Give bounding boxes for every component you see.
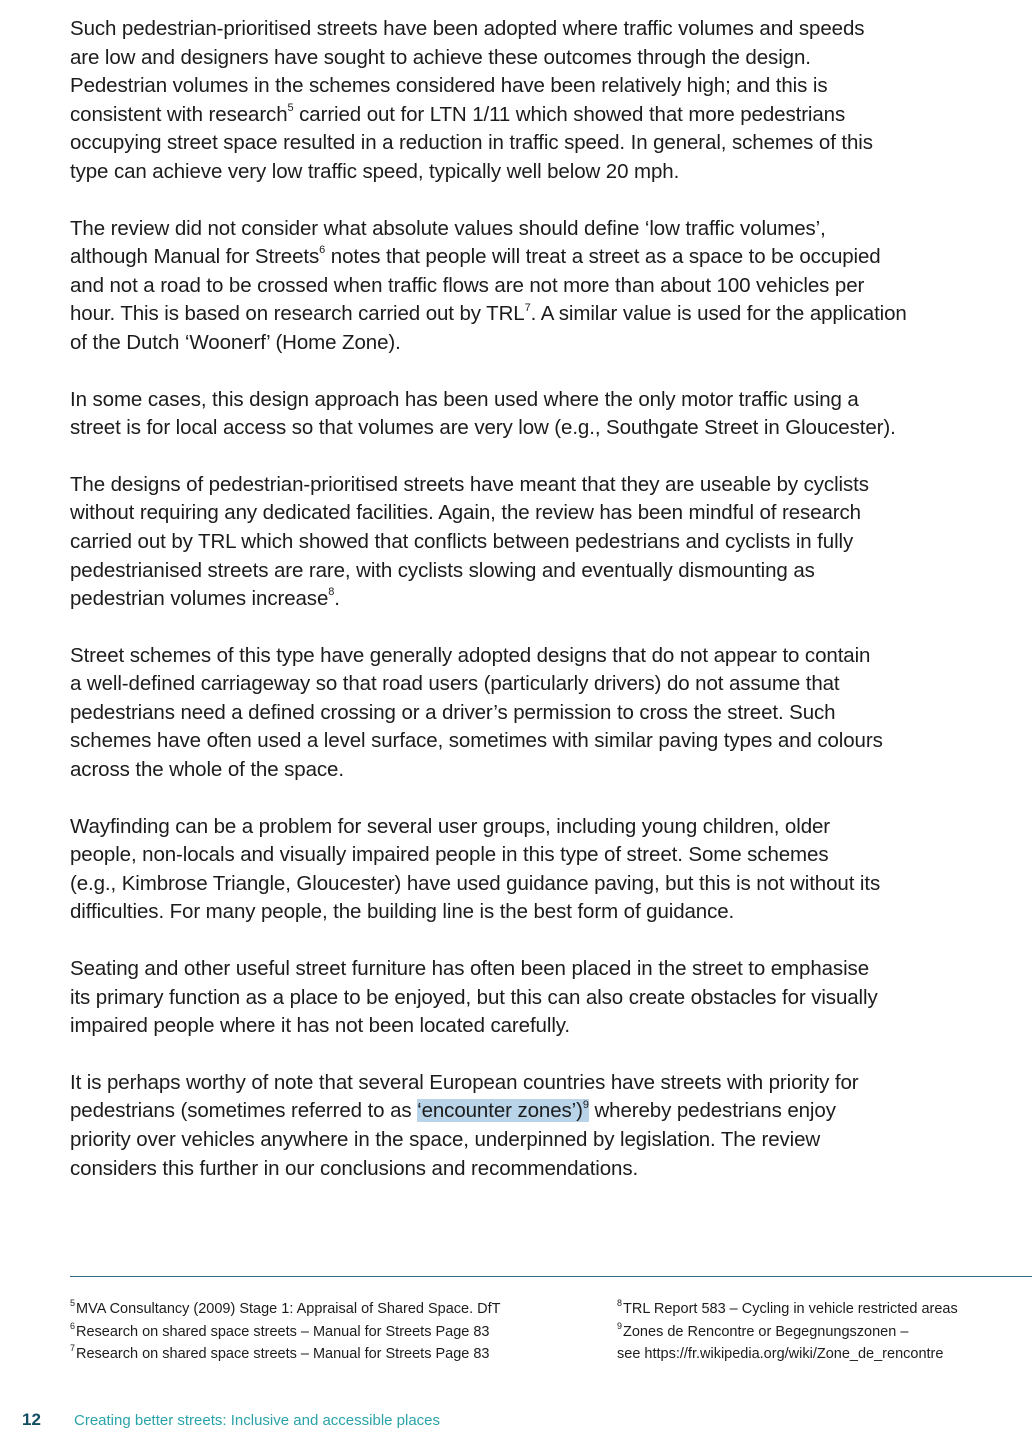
text-line	[70, 101, 1032, 130]
text-line: difficulties. For many people, the building line is the best form of guidance.	[70, 900, 735, 924]
footnote-9	[617, 1321, 1027, 1344]
paragraph-6	[70, 813, 1032, 927]
paragraph-5	[70, 642, 1032, 785]
text-run: carried out for LTN 1/11 which showed that more pedestrians	[293, 102, 846, 126]
page-number: 12	[22, 1410, 41, 1429]
paragraph-3	[70, 386, 1032, 443]
text-line: street is for local access so that volumes are very low (e.g., Southgate Street in Gloucester).	[70, 416, 896, 440]
footnote-ref-5[interactable]: 5	[287, 101, 294, 114]
text-line: (e.g., Kimbrose Triangle, Gloucester) have used guidance paving, but this is not without its	[70, 871, 881, 895]
page-footer	[22, 1410, 440, 1434]
footnote-number: 8	[617, 1298, 623, 1309]
text-line: Such pedestrian-prioritised streets have been adopted where traffic volumes and speeds	[70, 17, 865, 40]
footnote-ref-6[interactable]: 6	[319, 244, 326, 257]
footnote-number: 6	[70, 1320, 76, 1331]
text-line: type can achieve very low traffic speed, typically well below 20 mph.	[70, 159, 680, 183]
paragraph-7	[70, 955, 1032, 1041]
footnote-number: 5	[70, 1298, 76, 1309]
running-title: Creating better streets: Inclusive and accessible places	[74, 1412, 441, 1429]
footnote-text: TRL Report 583 – Cycling in vehicle restricted areas	[623, 1301, 958, 1317]
footnote-ref-9[interactable]: 9	[582, 1098, 589, 1111]
footnote-text: MVA Consultancy (2009) Stage 1: Appraisal of Shared Space. DfT	[76, 1301, 501, 1317]
text-line: Street schemes of this type have generally adopted designs that do not appear to contain	[70, 643, 871, 667]
text-line: of the Dutch ‘Woonerf’ (Home Zone).	[70, 330, 401, 354]
highlighted-text[interactable]: ‘encounter zones’)	[417, 1099, 583, 1123]
text-line: and not a road to be crossed when traffic flows are not more than about 100 vehicles per	[70, 273, 865, 297]
text-line: schemes have often used a level surface, sometimes with similar paving types and colours	[70, 729, 883, 753]
text-line: The review did not consider what absolute values should define ‘low traffic volumes’,	[70, 216, 826, 240]
text-line: priority over vehicles anywhere in the space, underpinned by legislation. The review	[70, 1128, 821, 1151]
text-line: pedestrianised streets are rare, with cyclists slowing and eventually dismounting as	[70, 558, 815, 582]
footnote-text: Zones de Rencontre or Begegnungszonen –	[623, 1323, 909, 1340]
text-line: It is perhaps worthy of note that several European countries have streets with priority for	[70, 1070, 859, 1094]
text-line: Pedestrian volumes in the schemes considered have been relatively high; and this is	[70, 74, 828, 98]
footnote-text: Research on shared space streets – Manual for Streets Page 83	[76, 1323, 490, 1340]
body-text	[70, 15, 1032, 1211]
text-line: without requiring any dedicated facilities. Again, the review has been mindful of research	[70, 501, 861, 525]
text-line: In some cases, this design approach has been used where the only motor traffic using a	[70, 387, 859, 411]
footnote-link[interactable]: see https://fr.wikipedia.org/wiki/Zone_de_rencontre	[617, 1346, 944, 1363]
footnote-number: 7	[70, 1343, 76, 1354]
text-line	[70, 1097, 1032, 1126]
text-run: notes that people will treat a street as a space to be occupied	[325, 245, 881, 269]
text-line: Seating and other useful street furniture has often been placed in the street to emphasise	[70, 957, 869, 981]
footnote-ref-7[interactable]: 7	[524, 301, 531, 314]
text-line: across the whole of the space.	[70, 758, 344, 782]
text-line: considers this further in our conclusions and recommendations.	[70, 1156, 639, 1180]
text-line: Wayfinding can be a problem for several user groups, including young children, older	[70, 814, 831, 838]
text-line	[70, 585, 1032, 614]
text-selection-highlight[interactable]	[417, 1099, 589, 1122]
text-line: The designs of pedestrian-prioritised streets have meant that they are useable by cyclists	[70, 472, 869, 496]
footnotes-left-column	[70, 1298, 590, 1366]
paragraph-4	[70, 471, 1032, 614]
text-run: whereby pedestrians enjoy	[588, 1099, 836, 1123]
paragraph-2	[70, 215, 1032, 358]
text-run: .	[334, 587, 340, 611]
text-line: people, non-locals and visually impaired people in this type of street. Some schemes	[70, 843, 829, 867]
text-run: pedestrians (sometimes referred to as	[70, 1099, 418, 1123]
footnotes-right-column	[617, 1298, 1027, 1366]
text-line: its primary function as a place to be enjoyed, but this can also create obstacles for visually	[70, 985, 878, 1009]
text-line: impaired people where it has not been located carefully.	[70, 1014, 570, 1038]
footnote-5	[70, 1298, 590, 1321]
text-line: carried out by TRL which showed that conflicts between pedestrians and cyclists in fully	[70, 529, 854, 553]
text-line	[70, 300, 1032, 329]
text-run: pedestrian volumes increase	[70, 587, 329, 611]
footnote-divider	[70, 1276, 1032, 1277]
text-run: consistent with research	[70, 102, 288, 126]
text-line: are low and designers have sought to achieve these outcomes through the design.	[70, 45, 811, 69]
text-line: pedestrians need a defined crossing or a driver’s permission to cross the street. Such	[70, 700, 836, 724]
text-run: . A similar value is used for the application	[530, 302, 907, 326]
text-line: a well-defined carriageway so that road users (particularly drivers) do not assume that	[70, 672, 840, 696]
text-run: hour. This is based on research carried out by TRL	[70, 302, 525, 326]
paragraph-1	[70, 15, 1032, 187]
footnote-ref-8[interactable]: 8	[328, 586, 335, 599]
text-run: although Manual for Streets	[70, 245, 320, 269]
footnote-9-continued	[617, 1343, 1027, 1366]
footnote-6	[70, 1321, 590, 1344]
footnote-8	[617, 1298, 1027, 1321]
footnote-number: 9	[617, 1320, 623, 1331]
footnote-7	[70, 1343, 590, 1366]
text-line	[70, 243, 1032, 272]
paragraph-8	[70, 1069, 1032, 1183]
footnote-text: Research on shared space streets – Manual for Streets Page 83	[76, 1346, 490, 1363]
text-line: occupying street space resulted in a reduction in traffic speed. In general, schemes of this	[70, 131, 873, 155]
